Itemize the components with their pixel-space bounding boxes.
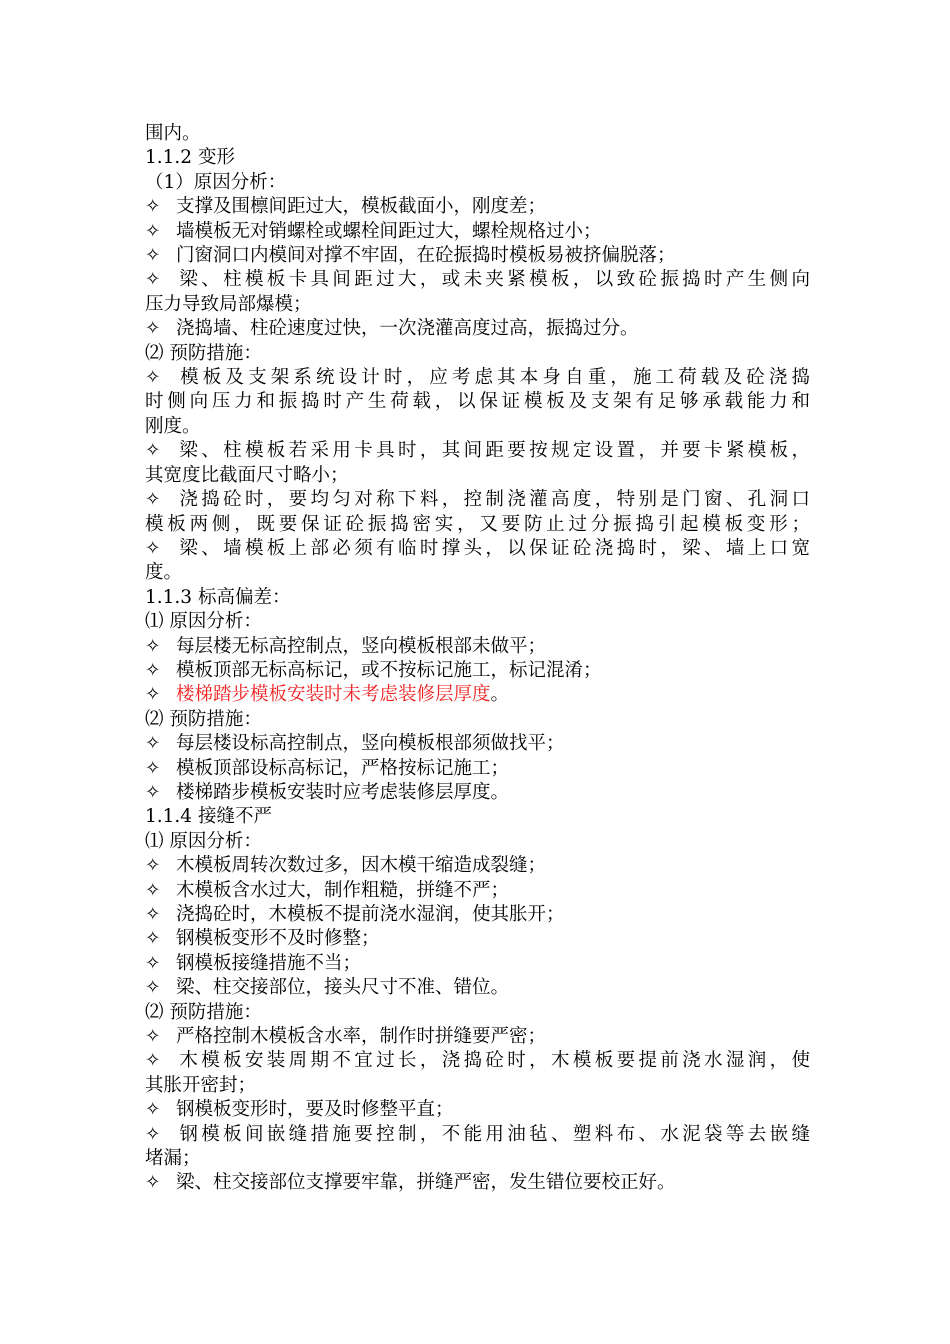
bullet-line bbox=[145, 1025, 810, 1049]
text-line bbox=[145, 830, 810, 854]
line-text: 1.1.4 接缝不严 bbox=[145, 806, 272, 828]
text-line bbox=[145, 805, 810, 829]
text-line bbox=[145, 1147, 810, 1171]
line-text: 楼梯踏步模板安装时应考虑装修层厚度。 bbox=[176, 781, 510, 803]
line-text: 1.1.2 变形 bbox=[145, 147, 235, 169]
diamond-bullet-icon: ✧ bbox=[145, 781, 161, 803]
bullet-line bbox=[145, 757, 810, 781]
text-line bbox=[145, 561, 810, 585]
text-line bbox=[145, 415, 810, 439]
line-text: 梁、柱交接部位支撑要牢靠，拼缝严密，发生错位要校正好。 bbox=[176, 1172, 676, 1194]
line-text: 楼梯踏步模板安装时未考虑装修层厚度 bbox=[176, 684, 491, 706]
line-text: 刚度。 bbox=[145, 415, 201, 437]
line-text: 门窗洞口内模间对撑不牢固，在砼振捣时模板易被挤偏脱落； bbox=[176, 245, 676, 267]
bullet-line bbox=[145, 1049, 810, 1073]
bullet-line bbox=[145, 366, 810, 390]
line-text: 每层楼无标高控制点，竖向模板根部未做平； bbox=[176, 635, 547, 657]
diamond-bullet-icon: ✧ bbox=[145, 220, 161, 242]
text-line bbox=[145, 1074, 810, 1098]
diamond-bullet-icon: ✧ bbox=[145, 318, 161, 340]
diamond-bullet-icon: ✧ bbox=[145, 489, 161, 511]
text-line bbox=[145, 146, 810, 170]
line-text: 浇捣墙、柱砼速度过快，一次浇灌高度过高，振捣过分。 bbox=[176, 318, 639, 340]
diamond-bullet-icon: ✧ bbox=[145, 537, 161, 559]
line-suffix: 。 bbox=[490, 684, 510, 706]
diamond-bullet-icon: ✧ bbox=[145, 196, 161, 218]
bullet-line bbox=[145, 317, 810, 341]
line-text: ⑴ 原因分析： bbox=[145, 830, 262, 852]
bullet-line bbox=[145, 244, 810, 268]
text-line bbox=[145, 610, 810, 634]
diamond-bullet-icon: ✧ bbox=[145, 879, 161, 901]
bullet-line bbox=[145, 879, 810, 903]
line-text: 度。 bbox=[145, 562, 183, 584]
diamond-bullet-icon: ✧ bbox=[145, 635, 161, 657]
line-text: 严格控制木模板含水率，制作时拼缝要严密； bbox=[176, 1026, 547, 1048]
line-text: 梁、柱模板若采用卡具时，其间距要按规定设置，并要卡紧模板， bbox=[176, 440, 810, 462]
line-text: 1.1.3 标高偏差： bbox=[145, 586, 291, 608]
bullet-line bbox=[145, 220, 810, 244]
line-text: 钢模板间嵌缝措施要控制，不能用油毡、塑料布、水泥袋等去嵌缝 bbox=[176, 1123, 810, 1145]
bullet-line bbox=[145, 903, 810, 927]
line-text: 钢模板接缝措施不当； bbox=[176, 952, 362, 974]
bullet-line bbox=[145, 659, 810, 683]
diamond-bullet-icon: ✧ bbox=[145, 1099, 161, 1121]
line-text: ⑵ 预防措施： bbox=[145, 708, 262, 730]
line-text: 模板顶部无标高标记，或不按标记施工，标记混淆； bbox=[176, 659, 602, 681]
bullet-line bbox=[145, 268, 810, 292]
bullet-line bbox=[145, 732, 810, 756]
bullet-line bbox=[145, 927, 810, 951]
bullet-line bbox=[145, 488, 810, 512]
text-line bbox=[145, 513, 810, 537]
line-text: 压力导致局部爆模； bbox=[145, 293, 312, 315]
line-text: 模板两侧，既要保证砼振捣密实，又要防止过分振捣引起模板变形； bbox=[145, 513, 810, 535]
bullet-line bbox=[145, 439, 810, 463]
diamond-bullet-icon: ✧ bbox=[145, 1123, 161, 1145]
text-line bbox=[145, 1001, 810, 1025]
text-line bbox=[145, 390, 810, 414]
line-text: 梁、墙模板上部必须有临时撑头，以保证砼浇捣时，梁、墙上口宽 bbox=[176, 537, 810, 559]
diamond-bullet-icon: ✧ bbox=[145, 757, 161, 779]
diamond-bullet-icon: ✧ bbox=[145, 367, 161, 389]
line-text: 木模板周转次数过多，因木模干缩造成裂缝； bbox=[176, 855, 547, 877]
diamond-bullet-icon: ✧ bbox=[145, 952, 161, 974]
diamond-bullet-icon: ✧ bbox=[145, 245, 161, 267]
line-text: 每层楼设标高控制点，竖向模板根部须做找平； bbox=[176, 733, 565, 755]
bullet-line bbox=[145, 1098, 810, 1122]
line-text: 堵漏； bbox=[145, 1148, 201, 1170]
diamond-bullet-icon: ✧ bbox=[145, 1050, 161, 1072]
diamond-bullet-icon: ✧ bbox=[145, 1026, 161, 1048]
bullet-line bbox=[145, 537, 810, 561]
diamond-bullet-icon: ✧ bbox=[145, 440, 161, 462]
line-text: 支撑及围檩间距过大，模板截面小，刚度差； bbox=[176, 196, 547, 218]
bullet-line bbox=[145, 976, 810, 1000]
bullet-line bbox=[145, 781, 810, 805]
text-line bbox=[145, 171, 810, 195]
line-text: 木模板安装周期不宜过长，浇捣砼时，木模板要提前浇水湿润，使 bbox=[176, 1050, 810, 1072]
text-line bbox=[145, 586, 810, 610]
bullet-line bbox=[145, 1171, 810, 1195]
diamond-bullet-icon: ✧ bbox=[145, 659, 161, 681]
line-text: ⑵ 预防措施： bbox=[145, 342, 262, 364]
line-text: ⑵ 预防措施： bbox=[145, 1001, 262, 1023]
diamond-bullet-icon: ✧ bbox=[145, 977, 161, 999]
diamond-bullet-icon: ✧ bbox=[145, 269, 161, 291]
line-text: 其胀开密封； bbox=[145, 1074, 257, 1096]
line-text: 木模板含水过大，制作粗糙，拼缝不严； bbox=[176, 879, 510, 901]
bullet-line bbox=[145, 854, 810, 878]
line-text: 模板及支架系统设计时，应考虑其本身自重，施工荷载及砼浇捣 bbox=[176, 367, 810, 389]
bullet-line bbox=[145, 683, 810, 707]
diamond-bullet-icon: ✧ bbox=[145, 855, 161, 877]
line-text: 时侧向压力和振捣时产生荷载，以保证模板及支架有足够承载能力和 bbox=[145, 391, 810, 413]
diamond-bullet-icon: ✧ bbox=[145, 928, 161, 950]
bullet-line bbox=[145, 952, 810, 976]
line-text: 浇捣砼时，要均匀对称下料，控制浇灌高度，特别是门窗、孔洞口 bbox=[176, 489, 810, 511]
text-line bbox=[145, 708, 810, 732]
diamond-bullet-icon: ✧ bbox=[145, 904, 161, 925]
line-text: 围内。 bbox=[145, 123, 201, 144]
line-text: 模板顶部设标高标记，严格按标记施工； bbox=[176, 757, 510, 779]
text-line bbox=[145, 293, 810, 317]
line-text: 墙模板无对销螺栓或螺栓间距过大，螺栓规格过小； bbox=[176, 220, 602, 242]
line-text: 梁、柱模板卡具间距过大，或未夹紧模板，以致砼振捣时产生侧向 bbox=[176, 269, 810, 291]
line-text: 钢模板变形不及时修整； bbox=[176, 928, 380, 950]
line-text: ⑴ 原因分析： bbox=[145, 611, 262, 633]
document-body bbox=[145, 122, 810, 1196]
bullet-line bbox=[145, 1123, 810, 1147]
text-line bbox=[145, 342, 810, 366]
line-text: 钢模板变形时，要及时修整平直； bbox=[176, 1099, 454, 1121]
text-line bbox=[145, 122, 810, 146]
diamond-bullet-icon: ✧ bbox=[145, 1172, 161, 1194]
line-text: （1）原因分析： bbox=[145, 171, 287, 193]
line-text: 浇捣砼时，木模板不提前浇水湿润，使其胀开； bbox=[176, 904, 565, 925]
bullet-line bbox=[145, 635, 810, 659]
diamond-bullet-icon: ✧ bbox=[145, 733, 161, 755]
line-text: 梁、柱交接部位，接头尺寸不准、错位。 bbox=[176, 977, 510, 999]
diamond-bullet-icon: ✧ bbox=[145, 684, 161, 706]
text-line bbox=[145, 464, 810, 488]
bullet-line bbox=[145, 195, 810, 219]
line-text: 其宽度比截面尺寸略小； bbox=[145, 464, 349, 486]
